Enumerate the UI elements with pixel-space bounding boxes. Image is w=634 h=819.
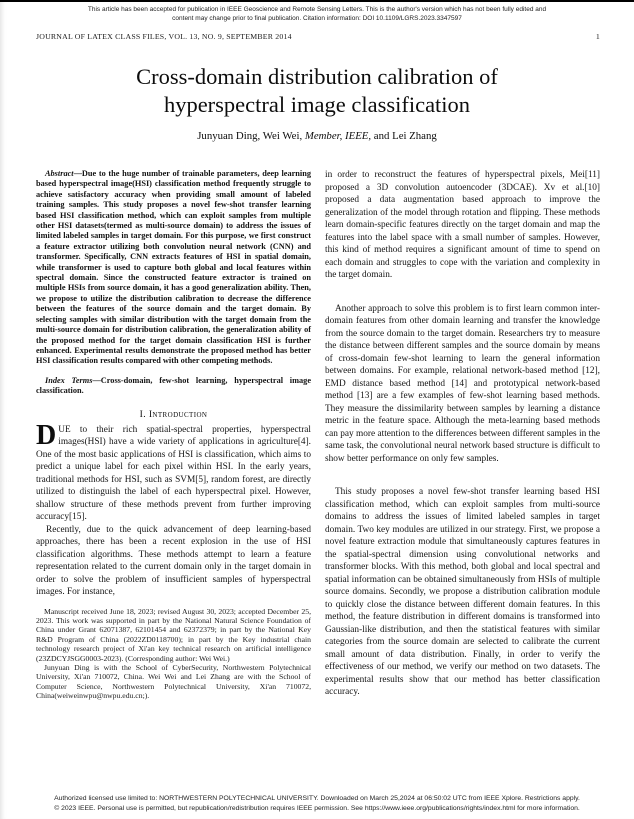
dropcap-letter: D [36, 419, 57, 451]
abstract-paragraph [36, 169, 311, 367]
index-terms-text: —Cross-domain, few-shot learning, hyperspectral image classification. [36, 375, 311, 396]
page-number: 1 [595, 32, 600, 41]
page-top-border [0, 0, 634, 2]
section-heading-introduction: I. Introduction [139, 408, 208, 420]
right-paragraph-1: in order to reconstruct the features of hyperspectral pixels, Mei[11] proposed a 3D convolution autoencoder (3DCAE). Xv et al.[10] proposed a data augmentation based approach to improve the generalization of the model through rotation and flipping. These methods learn domain-specific features directly on the target domain and map the features into the label space with a small number of samples. However, this kind of method requires a significant amount of time to spend on each domain and struggles to cope with the variation and complexity in the target domain. [325, 170, 600, 280]
author-line [0, 130, 634, 142]
abstract-label: Abstract [45, 169, 74, 178]
index-terms-label: Index Terms [45, 375, 93, 385]
index-terms-paragraph [36, 376, 311, 397]
author-names-pre: Junyuan Ding, Wei Wei, [197, 130, 305, 142]
right-column [325, 169, 600, 701]
two-column-body [36, 169, 600, 701]
acceptance-banner [0, 0, 634, 23]
footnote-affiliations: Junyuan Ding is with the School of CyberSecurity, Northwestern Polytechnical University, Xi'an 710072, China. Wei Wei and Lei Zhang are with the School of Computer Science, Northwestern Polytechnical University, Xi'an 710072, China(weiweinwpu@nwpu.edu.cn;). [36, 662, 311, 701]
author-membership: Member, IEEE, [304, 130, 372, 142]
footer-line-1: Authorized licensed use limited to: NORTHWESTERN POLYTECHNICAL UNIVERSITY. Downloaded on March 25,2024 at 06:50:02 UTC from IEEE Xplore. Restrictions apply. [54, 795, 580, 802]
intro-paragraph-1 [36, 419, 311, 524]
intro-paragraph-1-text: UE to their rich spatial-spectral properties, hyperspectral images(HSI) have a wide variety of applications in agriculture[4]. One of the most basic applications of HSI is classification, which aims to predict a unique label for each pixel within HSI. In the early years, traditional methods for HSI, such as SVM[5], random forest, are directly utilized to distinguish the label of each hyperspectral pixel. However, shallow structure of these methods prevent from further improving accuracy[15]. [36, 424, 311, 523]
paper-title: Cross-domain distribution calibration of hyperspectral image classification [136, 64, 498, 117]
running-header [36, 32, 600, 41]
footnote-funding: Manuscript received June 18, 2023; revised August 30, 2023; accepted December 25, 2023. This work was supported in part by the National Natural Science Foundation of China under Grant 62071387, 62101454 and 62372379; in part by the National Key R&D Program of China (2022ZD0118700); in part by the Key industrial chain technology research project of Xi'an key technical research on artificial intelligence (23ZDCYJSGG0003-2023). (Corresponding author: Wei Wei.) [36, 606, 311, 663]
left-column [36, 169, 311, 701]
xplore-stamp-footer [0, 794, 634, 813]
abstract-text: —Due to the huge number of trainable parameters, deep learning based hyperspectral image(HSI) classification method frequently struggle to achieve satisfactory accuracy when providing small amount of labeled training samples. This study proposes a novel few-shot transfer learning based HSI classification method, which can exploit samples from multiple other HSI datasets(termed as multi-source domain) to address the issues of limited labeled samples in target domain. For this purpose, we first construct a feature extractor utilizing both convolution neural network (CNN) and transformer. Specifically, CNN extracts features of HSI in spatial domain, while transformer is used to capture both global and local features within spectral domain. Since the constructed feature extractor is trained on multiple HSIs from source domain, it has a good generalization ability. Then, we propose to utilize the distribution calibration to decrease the difference between the features of the source domain and the target domain. By selecting samples with similar distribution with the target domain from the multi-source domain for distribution calibration, the generalization ability of the proposed method for the target domain classification HSI is further enhanced. Experimental results demonstrate the proposed method has better HSI classification results compared with other competing methods. [36, 169, 311, 366]
right-paragraph-2: Another approach to solve this problem is to first learn common inter-domain features from other domain learning and transfer the knowledge from the source domain to the target domain. Researchers try to measure the distance between different samples and the source domain by means of cross-domain few-shot learning to learn the general information between domains. For example, relational network-based method [12], EMD distance based method [14] and prototypical network-based method [13] are a few examples of few-shot learning based methods. They measure the dissimilarity between samples by learning a distance metric in the feature space. Although the meta-learning based methods can pay more attention to the differences between different samples in the same task, the convolutional neural network based structure is difficult to show better performance on only few samples. [325, 303, 600, 464]
banner-line-2: content may change prior to final publication. Citation information: DOI 10.1109/LGRS.2023.3347597 [172, 15, 462, 22]
journal-name: JOURNAL OF LATEX CLASS FILES, VOL. 13, NO. 9, SEPTEMBER 2014 [36, 32, 292, 41]
right-paragraph-3: This study proposes a novel few-shot transfer learning based HSI classification method, which can exploit samples from multi-source domains to address the issues of limited labeled samples in target domain. Two key modules are utilized in our strategy. First, we propose a novel feature extraction module that simultaneously captures features in the spatial-spectral dimension using convolutional networks and transformer blocks. With this method, both global and local spectral and spatial information can be obtained simultaneously from HSIs of multiple source domains. Secondly, we propose a distribution calibration module to quickly close the distance between different domain features. In this method, the feature distribution in different domains is transformed into Gaussian-like distribution, and then the statistical features with similar categories from the source domain are selected to calibrate the current small amount of data distribution. Finally, in order to verify the effectiveness of our method, we verify our method on two datasets. The experimental results show that our method has better classification accuracy. [325, 487, 600, 697]
first-page-footnote [36, 607, 311, 701]
author-names-post: and Lei Zhang [371, 130, 437, 142]
banner-line-1: This article has been accepted for publication in IEEE Geoscience and Remote Sensing Letters. This is the author's version which has not been fully edited and [87, 6, 547, 13]
intro-paragraph-2: Recently, due to the quick advancement of deep learning-based approaches, there has been a recent explosion in the use of HSI classification algorithms. These methods attempt to learn a feature representation related to the current domain only in the target domain in order to solve the problem of insufficient samples of hyperspectral images. For instance, [36, 524, 311, 598]
footer-line-2: © 2023 IEEE. Personal use is permitted, but republication/redistribution requires IEEE permission. See https://www.ieee.org/publications/rights/index.html for more information. [54, 804, 580, 812]
